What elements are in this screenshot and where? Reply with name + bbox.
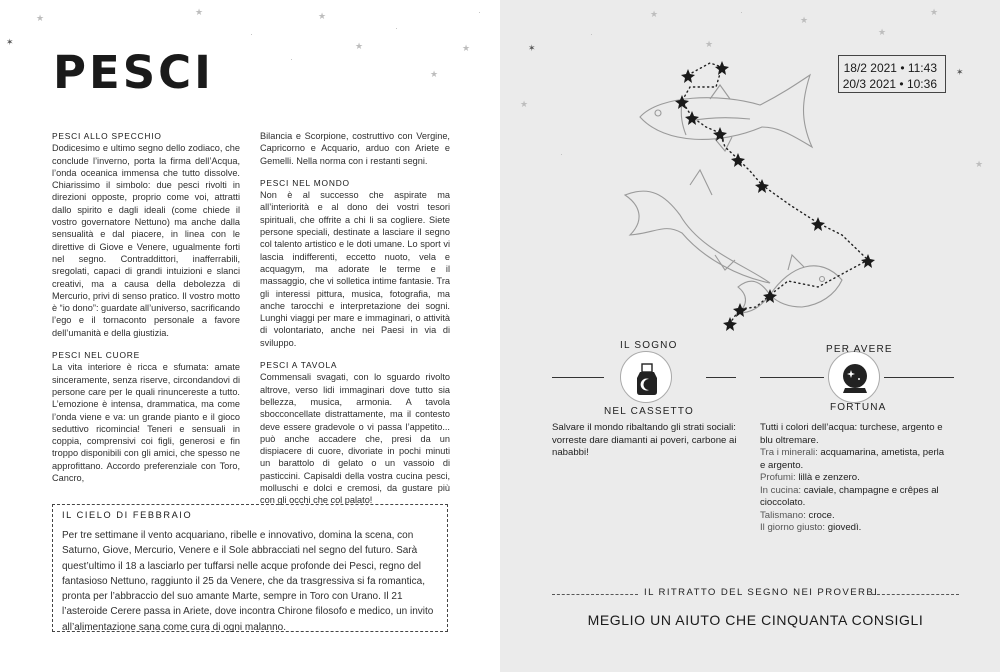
date-start: 18/2 2021 • 11:43 <box>843 61 937 75</box>
star-icon: ★ <box>36 13 45 23</box>
fortuna-value: giovedì. <box>827 522 862 533</box>
star-icon: ★ <box>878 27 887 37</box>
star-icon: · <box>740 7 743 17</box>
star-icon: ★ <box>355 41 364 51</box>
constellation-star <box>685 111 699 125</box>
text-column-2 <box>260 130 450 517</box>
section-heading: PESCI A TAVOLA <box>260 360 338 371</box>
fortuna-talismano <box>760 510 950 523</box>
section-body: Commensali svagati, con lo sguardo rivolto altrove, verso lidi immaginari dove tutto sia bellezza, musica, armonia. A tavola sbocconcellate distrattamente, ma il contesto deve essere gradevole o vi passa l’appetito... può anche accadere che, presi da un dispiacere di cuore, divoriate in pochi minuti un barattolo di gelato o un vassoio di pasticcini. Capisaldi della vostra cucina pesci, molluschi e dolci e cremosi, da gustare più con gli occhi che col palato! <box>260 372 450 506</box>
fortuna-key: In cucina: <box>760 484 802 496</box>
fortuna-giorno <box>760 522 950 535</box>
page-title: PESCI <box>53 46 214 99</box>
fortuna-key: Profumi: <box>760 472 796 483</box>
cielo-box <box>52 504 448 632</box>
crystal-ball-icon <box>829 352 881 404</box>
divider <box>760 377 824 378</box>
section-body: Bilancia e Scorpione, costruttivo con Vergine, Capricorno e Acquario, arduo con Ariete e Gemelli. Nella norma con i restanti segni. <box>260 131 450 166</box>
star-icon: · <box>560 149 563 159</box>
fortuna-intro: Tutti i colori dell’acqua: turchese, argento e blu oltremare. <box>760 422 943 446</box>
star-icon: ★ <box>705 39 714 49</box>
section-body: Non è al successo che aspirate ma all’interiorità e al dono dei vostri tesori spirituali, che offrite a chi li sa cogliere. Siete persone speciali, destinate a lasciare il segno col talento artistico e le doti umane. Lo sport vi lascia indifferenti, eccetto nuoto, vela e acquagym, ma adorate le terme e il massaggio, che vi solletica intime fantasie. Tra gli interessi pittura, musica, fotografia, ma anche tarocchi e interpretazione dei sogni. Lunghi viaggi per mare e immaginari, o attività di volontariato, anche nei Paesi in via di sviluppo. <box>260 190 450 348</box>
star-icon: ★ <box>430 69 439 79</box>
fortuna-key: Il giorno giusto: <box>760 522 826 533</box>
fortuna-profumi <box>760 472 950 485</box>
constellation-star <box>755 179 769 193</box>
section-heading: PESCI NEL MONDO <box>260 177 350 188</box>
fortuna-key: Tra i minerali: <box>760 447 818 458</box>
proverbi-heading: IL RITRATTO DEL SEGNO NEI PROVERBI <box>644 587 879 598</box>
proverbi-heading-row <box>552 587 959 601</box>
date-end: 20/3 2021 • 10:36 <box>842 77 937 91</box>
fortuna-value: croce. <box>808 509 835 521</box>
sogno-badge <box>620 351 672 403</box>
star-icon: ✶ <box>528 43 536 53</box>
divider <box>552 377 604 378</box>
star-icon: ★ <box>975 159 984 169</box>
star-icon: ✶ <box>6 37 14 47</box>
fortuna-text <box>760 422 950 535</box>
constellation-star <box>715 61 729 75</box>
cielo-text: Per tre settimane il vento acquariano, ribelle e innovativo, domina la scena, con Saturno, Giove, Mercurio, Venere e il Sole abbracciati nel segno del futuro. Sarà quest’ultimo il 18 a lasciarlo per tuffarsi nelle acque profonde dei Pesci, regno del fantasioso Nettuno, raggiunto il 25 da Venere, che da trasgressiva si fa romantica, pronta per l’abbraccio del suo amante Marte, sempre in Toro con Urano. Il 21 l’asteroide Cerere passa in Ariete, dove incontra Chirone filosofo e medico, un invito all’alimentazione sana come cura di ogni malanno. <box>62 530 434 633</box>
fortuna-value: acquamarina, ametista, perla e argento. <box>760 447 945 471</box>
fortuna-cucina <box>760 485 950 510</box>
star-icon: ★ <box>195 7 204 17</box>
fortuna-label-top: PER AVERE <box>826 344 893 355</box>
section-heading: PESCI NEL CUORE <box>52 350 141 361</box>
proverbio-text: MEGLIO UN AIUTO CHE CINQUANTA CONSIGLI <box>587 612 924 628</box>
text-column-1 <box>52 130 240 494</box>
constellation-star <box>681 69 695 83</box>
section-heading: PESCI ALLO SPECCHIO <box>52 131 162 141</box>
divider <box>884 377 954 378</box>
star-icon: ★ <box>930 7 939 17</box>
constellation-star <box>723 317 737 331</box>
section-body: Dodicesimo e ultimo segno dello zodiaco, che conclude l’inverno, porta la firma dell’Acqua, l’onda oceanica immensa che tutto dissolve. Chiarissimo il simbolo: due pesci rivolti in direzioni opposte, proprio come voi, attratti dallo spirito e dagli ideali (come chiede il vostro governatore Nettuno) ma anche dalla sensualità e dal piacere, in linea con le direttive di Giove e Venere, ugualmente forti nel segno. Contraddittori, inafferrabili, sregolati, capaci di grandi intuizioni e slanci creativi, ma a causa della debolezza di Mercurio, privi di senso pratico. Il vostro motto è “io dono”: guardate all’universo, sacrificando l’ego e il tornaconto personale a favore dell’umanità e della giustizia. <box>52 143 240 338</box>
cielo-heading: IL CIELO DI FEBBRAIO <box>62 510 193 520</box>
star-icon: · <box>290 54 293 64</box>
star-icon: ✶ <box>956 67 964 77</box>
divider <box>872 594 959 595</box>
fortuna-label-bottom: FORTUNA <box>830 402 887 413</box>
fortuna-key: Talismano: <box>760 509 806 521</box>
fortuna-value: lillà e zenzero. <box>798 472 860 483</box>
star-icon: · <box>395 23 398 33</box>
star-icon: · <box>250 29 253 39</box>
constellation-star <box>861 254 875 268</box>
sogno-text: Salvare il mondo ribaltando gli strati sociali: vorreste dare diamanti ai poveri, carbone ai nababbi! <box>552 422 737 458</box>
sogno-label-bottom: NEL CASSETTO <box>604 406 694 417</box>
potion-bottle-icon <box>621 352 673 404</box>
star-icon: · <box>478 7 481 17</box>
star-icon: · <box>590 29 593 39</box>
section-body: La vita interiore è ricca e sfumata: amate sinceramente, senza riserve, circondandovi di persone care per le quali rinuncereste a tutto. L’emozione è intensa, drammatica, ma come l’onda viene e va: un grande pianto e il gioco seduttivo ricomincia! Teneri e sensuali in coppia, comprensivi coi figli, generosi e fin troppo disponibili con gli amici, che spesso ne approfittano. Accordo preferenziale con Toro, Cancro, <box>52 362 240 484</box>
star-icon: ★ <box>650 9 659 19</box>
fortuna-badge <box>828 351 880 403</box>
sogno-label-top: IL SOGNO <box>620 340 678 351</box>
fortuna-value: caviale, champagne e crêpes al cioccolato. <box>760 484 939 508</box>
divider <box>552 594 638 595</box>
divider <box>706 377 736 378</box>
pisces-constellation-icon <box>620 55 900 335</box>
star-icon: ★ <box>462 43 471 53</box>
star-icon: ★ <box>800 15 809 25</box>
star-icon: ★ <box>318 11 327 21</box>
star-icon: ★ <box>520 99 529 109</box>
fortuna-minerali <box>760 447 950 472</box>
